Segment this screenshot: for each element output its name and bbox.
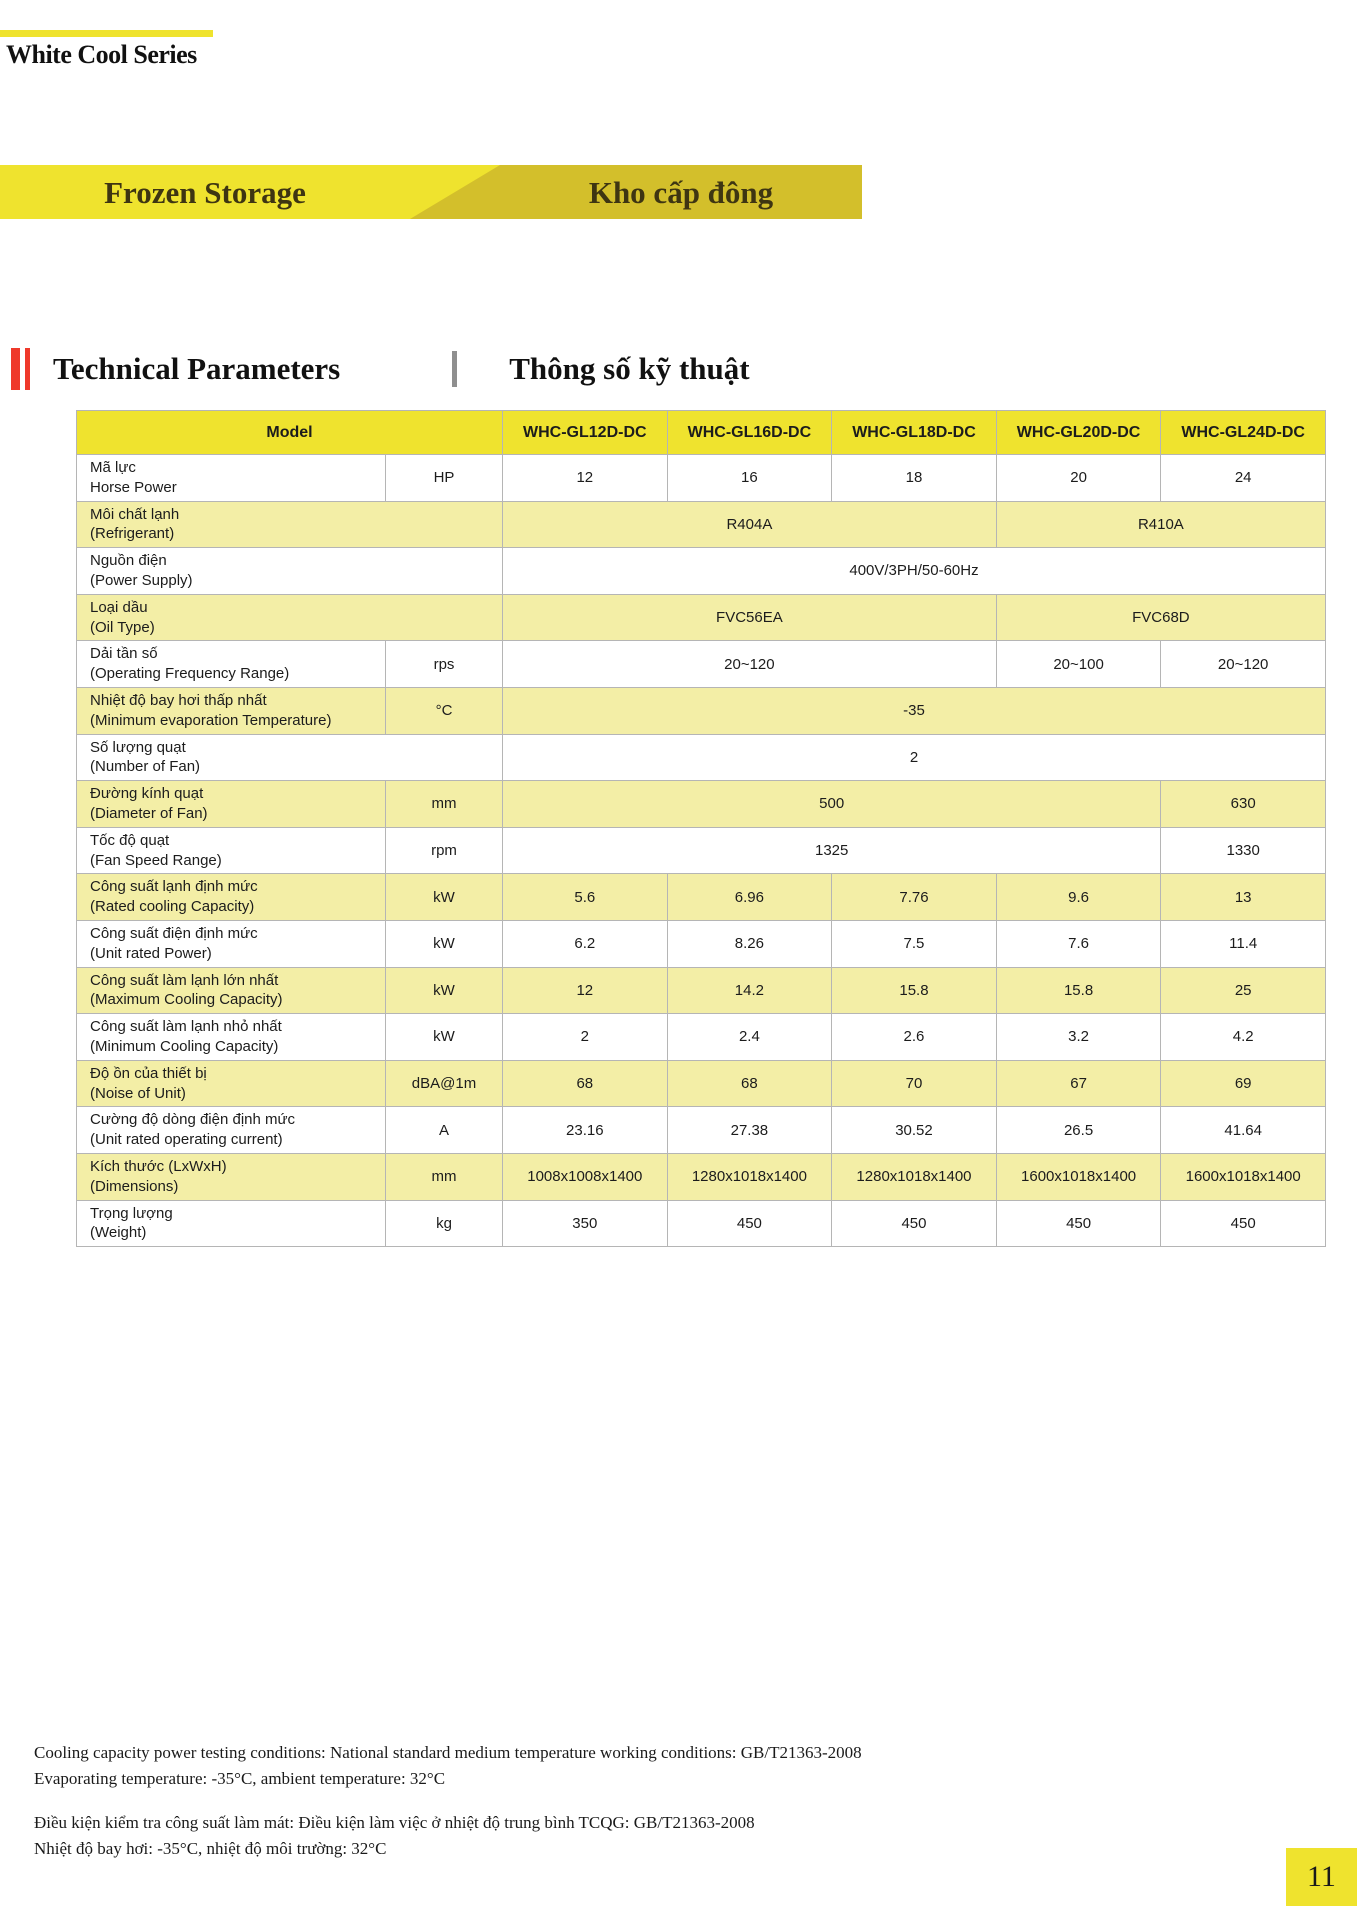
page-number-badge: 11 — [1286, 1848, 1357, 1906]
unit-cell: mm — [386, 781, 503, 828]
model-name-cell: WHC-GL20D-DC — [996, 411, 1161, 455]
value-cell: 70 — [832, 1060, 997, 1107]
unit-cell: °C — [386, 687, 503, 734]
value-cell: 20 — [996, 455, 1161, 502]
value-cell: 20~120 — [1161, 641, 1326, 688]
value-cell: R410A — [996, 501, 1325, 548]
param-label-cell — [77, 1200, 386, 1247]
param-label-en: (Oil Type) — [90, 618, 155, 636]
heading-divider — [452, 351, 457, 387]
table-row — [77, 1060, 1326, 1107]
param-label-vi: Công suất làm lạnh nhỏ nhất — [90, 1018, 282, 1036]
value-cell: 25 — [1161, 967, 1326, 1014]
param-label-cell — [77, 920, 386, 967]
unit-cell: dBA@1m — [386, 1060, 503, 1107]
param-label-vi: Đường kính quạt — [90, 785, 204, 803]
unit-cell: rps — [386, 641, 503, 688]
value-cell: 13 — [1161, 874, 1326, 921]
param-label-vi: Nguồn điện — [90, 552, 167, 570]
param-label-cell — [77, 734, 503, 781]
table-row — [77, 641, 1326, 688]
value-cell: 20~100 — [996, 641, 1161, 688]
value-cell: 24 — [1161, 455, 1326, 502]
model-name-cell: WHC-GL16D-DC — [667, 411, 832, 455]
note-line: Điều kiện kiểm tra công suất làm mát: Điều kiện làm việc ở nhiệt độ trung bình TCQG: GB/T21363-2008 — [34, 1813, 755, 1832]
param-label-en: (Noise of Unit) — [90, 1084, 186, 1102]
value-cell: FVC56EA — [503, 594, 997, 641]
unit-cell: HP — [386, 455, 503, 502]
unit-cell: mm — [386, 1153, 503, 1200]
value-cell: R404A — [503, 501, 997, 548]
param-label-cell — [77, 594, 503, 641]
param-label-cell — [77, 548, 503, 595]
section-heading — [11, 346, 750, 392]
value-cell: 1325 — [503, 827, 1161, 874]
param-label-en: Horse Power — [90, 478, 177, 496]
value-cell: 18 — [832, 455, 997, 502]
table-row — [77, 874, 1326, 921]
param-label-en: (Unit rated operating current) — [90, 1131, 283, 1149]
model-header-row — [77, 411, 1326, 455]
param-label-vi: Tốc độ quạt — [90, 831, 170, 849]
banner-diagonal — [410, 165, 500, 219]
param-label-cell — [77, 827, 386, 874]
value-cell: 16 — [667, 455, 832, 502]
value-cell: 6.96 — [667, 874, 832, 921]
param-label-vi: Nhiệt độ bay hơi thấp nhất — [90, 691, 267, 709]
series-title: White Cool Series — [6, 40, 197, 69]
param-label-cell — [77, 874, 386, 921]
param-label-cell — [77, 687, 386, 734]
value-cell: 8.26 — [667, 920, 832, 967]
param-label-vi: Môi chất lạnh — [90, 505, 180, 523]
section-banner — [0, 165, 862, 219]
value-cell: 450 — [1161, 1200, 1326, 1247]
model-name-cell: WHC-GL24D-DC — [1161, 411, 1326, 455]
value-cell: 7.6 — [996, 920, 1161, 967]
value-cell: 69 — [1161, 1060, 1326, 1107]
param-label-en: (Number of Fan) — [90, 758, 201, 776]
param-label-vi: Trọng lượng — [90, 1204, 173, 1222]
param-label-cell — [77, 1014, 386, 1061]
value-cell: 12 — [503, 967, 668, 1014]
value-cell: 2 — [503, 1014, 668, 1061]
param-label-vi: Độ ồn của thiết bị — [90, 1064, 207, 1082]
note-line: Nhiệt độ bay hơi: -35°C, nhiệt độ môi trường: 32°C — [34, 1839, 387, 1858]
value-cell: 7.5 — [832, 920, 997, 967]
param-label-cell — [77, 781, 386, 828]
value-cell: 1280x1018x1400 — [667, 1153, 832, 1200]
param-label-en: (Fan Speed Range) — [90, 851, 222, 869]
value-cell: 400V/3PH/50-60Hz — [503, 548, 1326, 595]
value-cell: 68 — [667, 1060, 832, 1107]
unit-cell: rpm — [386, 827, 503, 874]
table-row — [77, 548, 1326, 595]
table-row — [77, 501, 1326, 548]
table-row — [77, 920, 1326, 967]
param-label-cell — [77, 1060, 386, 1107]
param-label-vi: Công suất điện định mức — [90, 924, 258, 942]
value-cell: 450 — [996, 1200, 1161, 1247]
param-label-vi: Số lượng quạt — [90, 738, 186, 756]
value-cell: 9.6 — [996, 874, 1161, 921]
value-cell: 1600x1018x1400 — [996, 1153, 1161, 1200]
param-label-en: (Power Supply) — [90, 571, 193, 589]
value-cell: 41.64 — [1161, 1107, 1326, 1154]
unit-cell: A — [386, 1107, 503, 1154]
value-cell: 2.6 — [832, 1014, 997, 1061]
red-accent-bar — [25, 348, 30, 390]
param-label-cell — [77, 501, 503, 548]
value-cell: 23.16 — [503, 1107, 668, 1154]
unit-cell: kW — [386, 967, 503, 1014]
value-cell: 2 — [503, 734, 1326, 781]
note-line: Cooling capacity power testing conditions: National standard medium temperature working conditions: GB/T21363-2008 — [34, 1743, 862, 1762]
param-label-en: (Maximum Cooling Capacity) — [90, 991, 283, 1009]
param-label-cell — [77, 641, 386, 688]
param-label-en: (Operating Frequency Range) — [90, 665, 290, 683]
table-row — [77, 967, 1326, 1014]
value-cell: 4.2 — [1161, 1014, 1326, 1061]
footer-notes — [34, 1740, 862, 1862]
value-cell: 500 — [503, 781, 1161, 828]
model-header-cell: Model — [77, 411, 503, 455]
value-cell: 630 — [1161, 781, 1326, 828]
unit-cell: kg — [386, 1200, 503, 1247]
heading-en: Technical Parameters — [53, 351, 341, 386]
param-label-vi: Kích thước (LxWxH) — [90, 1157, 227, 1175]
value-cell: 14.2 — [667, 967, 832, 1014]
model-name-cell: WHC-GL18D-DC — [832, 411, 997, 455]
table-row — [77, 1014, 1326, 1061]
value-cell: 2.4 — [667, 1014, 832, 1061]
param-label-en: (Rated cooling Capacity) — [90, 898, 255, 916]
note-line: Evaporating temperature: -35°C, ambient temperature: 32°C — [34, 1769, 446, 1788]
table-row — [77, 734, 1326, 781]
value-cell: 450 — [832, 1200, 997, 1247]
value-cell: 26.5 — [996, 1107, 1161, 1154]
table-row — [77, 594, 1326, 641]
param-label-vi: Cường độ dòng điện định mức — [90, 1111, 296, 1129]
model-name-cell: WHC-GL12D-DC — [503, 411, 668, 455]
unit-cell: kW — [386, 874, 503, 921]
value-cell: 5.6 — [503, 874, 668, 921]
table-row — [77, 1200, 1326, 1247]
banner-title-vi: Kho cấp đông — [588, 175, 774, 210]
value-cell: 20~120 — [503, 641, 997, 688]
param-label-cell — [77, 1107, 386, 1154]
param-label-vi: Dải tần số — [90, 645, 158, 663]
value-cell: 68 — [503, 1060, 668, 1107]
param-label-cell — [77, 967, 386, 1014]
technical-parameters-table — [76, 410, 1326, 1247]
table-row — [77, 1107, 1326, 1154]
table-body — [77, 455, 1326, 1247]
table-row — [77, 687, 1326, 734]
brand-rule — [0, 30, 213, 37]
table-head — [77, 411, 1326, 455]
value-cell: 27.38 — [667, 1107, 832, 1154]
param-label-vi: Công suất lạnh định mức — [90, 878, 258, 896]
note-gap — [34, 1792, 862, 1810]
param-label-en: (Minimum Cooling Capacity) — [90, 1037, 279, 1055]
param-label-en: (Dimensions) — [90, 1177, 179, 1195]
table-row — [77, 455, 1326, 502]
heading-vi: Thông số kỹ thuật — [509, 351, 750, 386]
param-label-en: (Refrigerant) — [90, 525, 175, 543]
value-cell: 15.8 — [996, 967, 1161, 1014]
value-cell: 1008x1008x1400 — [503, 1153, 668, 1200]
value-cell: 350 — [503, 1200, 668, 1247]
param-label-en: (Minimum evaporation Temperature) — [90, 711, 332, 729]
param-label-cell — [77, 1153, 386, 1200]
value-cell: 6.2 — [503, 920, 668, 967]
param-label-en: (Unit rated Power) — [90, 944, 212, 962]
value-cell: 1330 — [1161, 827, 1326, 874]
unit-cell: kW — [386, 920, 503, 967]
value-cell: 11.4 — [1161, 920, 1326, 967]
value-cell: FVC68D — [996, 594, 1325, 641]
value-cell: 30.52 — [832, 1107, 997, 1154]
param-label-vi: Công suất làm lạnh lớn nhất — [90, 971, 279, 989]
unit-cell: kW — [386, 1014, 503, 1061]
table-row — [77, 827, 1326, 874]
value-cell: 1280x1018x1400 — [832, 1153, 997, 1200]
table-row — [77, 781, 1326, 828]
value-cell: 1600x1018x1400 — [1161, 1153, 1326, 1200]
param-label-en: (Diameter of Fan) — [90, 804, 208, 822]
value-cell: 7.76 — [832, 874, 997, 921]
table-row — [77, 1153, 1326, 1200]
value-cell: -35 — [503, 687, 1326, 734]
param-label-en: (Weight) — [90, 1224, 147, 1242]
value-cell: 67 — [996, 1060, 1161, 1107]
param-label-vi: Loại dầu — [90, 598, 148, 616]
value-cell: 15.8 — [832, 967, 997, 1014]
param-label-cell — [77, 455, 386, 502]
param-label-vi: Mã lực — [90, 459, 136, 476]
red-accent-bar — [11, 348, 20, 390]
value-cell: 12 — [503, 455, 668, 502]
value-cell: 3.2 — [996, 1014, 1161, 1061]
banner-title-en: Frozen Storage — [104, 175, 306, 210]
value-cell: 450 — [667, 1200, 832, 1247]
